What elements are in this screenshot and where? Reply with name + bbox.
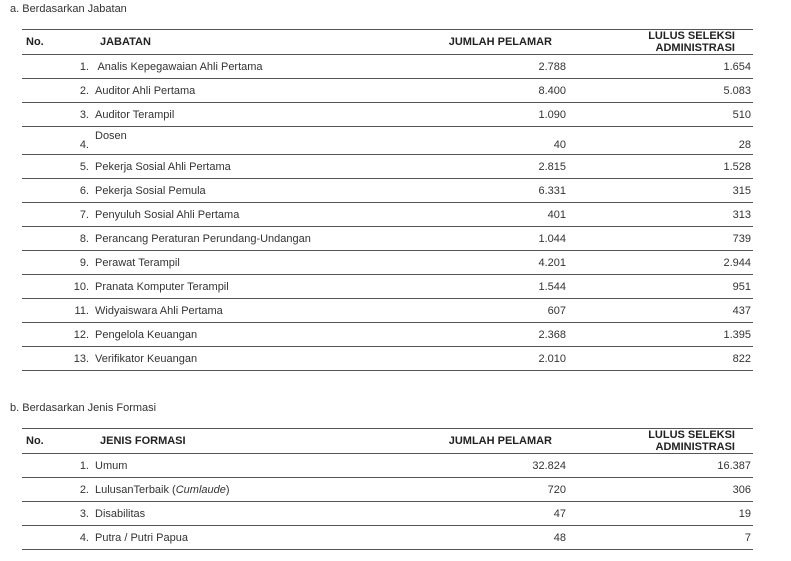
jumlah-pelamar-value: 720 bbox=[547, 483, 566, 496]
jumlah-pelamar-value: 47 bbox=[553, 507, 566, 520]
row-name: Verifikator Keuangan bbox=[95, 352, 198, 365]
row-number: 2. bbox=[79, 84, 89, 97]
row-name: Auditor Terampil bbox=[95, 108, 175, 121]
table-row bbox=[22, 103, 753, 127]
jumlah-pelamar-value: 607 bbox=[547, 304, 566, 317]
row-number: 12. bbox=[73, 328, 89, 341]
table-row bbox=[22, 347, 753, 371]
row-name: Penyuluh Sosial Ahli Pertama bbox=[95, 208, 240, 221]
table-row bbox=[22, 227, 753, 251]
row-name: Pengelola Keuangan bbox=[95, 328, 198, 341]
row-number: 4. bbox=[79, 139, 89, 151]
row-number: 3. bbox=[79, 507, 89, 520]
row-name: Analis Kepegawaian Ahli Pertama bbox=[95, 60, 263, 73]
row-name bbox=[95, 478, 423, 502]
lulus-seleksi-value: 16.387 bbox=[717, 459, 751, 472]
lulus-seleksi-value: 19 bbox=[738, 507, 751, 520]
jumlah-pelamar-value: 1.090 bbox=[538, 108, 566, 121]
table-row bbox=[22, 299, 753, 323]
lulus-seleksi-value: 315 bbox=[732, 184, 751, 197]
jumlah-pelamar-value: 2.788 bbox=[538, 60, 566, 73]
row-number: 1. bbox=[79, 60, 89, 73]
table-row bbox=[22, 55, 753, 79]
jumlah-pelamar-value: 2.368 bbox=[538, 328, 566, 341]
row-number: 6. bbox=[79, 184, 89, 197]
jumlah-pelamar-value: 8.400 bbox=[538, 84, 566, 97]
table-row bbox=[22, 454, 753, 478]
row-name: Putra / Putri Papua bbox=[95, 531, 188, 544]
lulus-seleksi-value: 7 bbox=[744, 531, 751, 544]
table-row bbox=[22, 179, 753, 203]
lulus-seleksi-value: 2.944 bbox=[723, 256, 751, 269]
row-name: Pranata Komputer Terampil bbox=[95, 280, 229, 293]
header-jabatan: JABATAN bbox=[100, 36, 151, 48]
row-number: 3. bbox=[79, 108, 89, 121]
section-a-title: a. Berdasarkan Jabatan bbox=[10, 3, 127, 15]
row-number: 4. bbox=[79, 531, 89, 544]
lulus-seleksi-value: 1.395 bbox=[723, 328, 751, 341]
jumlah-pelamar-value: 40 bbox=[553, 139, 566, 151]
row-name-italic: Cumlaude bbox=[175, 483, 226, 496]
jumlah-pelamar-value: 1.544 bbox=[538, 280, 566, 293]
lulus-seleksi-value: 306 bbox=[732, 483, 751, 496]
header-jumlah-pelamar: JUMLAH PELAMAR bbox=[448, 36, 552, 48]
header-jenis-formasi: JENIS FORMASI bbox=[100, 435, 186, 447]
header-no: No. bbox=[26, 435, 44, 447]
row-number: 9. bbox=[79, 256, 89, 269]
row-name: Pekerja Sosial Ahli Pertama bbox=[95, 160, 231, 173]
header-no: No. bbox=[26, 36, 44, 48]
row-number: 10. bbox=[73, 280, 89, 293]
row-number: 13. bbox=[73, 352, 89, 365]
table-row bbox=[22, 478, 753, 502]
row-number: 8. bbox=[79, 232, 89, 245]
row-name-suffix: ) bbox=[225, 483, 230, 496]
row-number: 5. bbox=[79, 160, 89, 173]
section-b-title: b. Berdasarkan Jenis Formasi bbox=[10, 402, 157, 414]
row-name: Perawat Terampil bbox=[95, 256, 180, 269]
jumlah-pelamar-value: 2.010 bbox=[538, 352, 566, 365]
row-number: 7. bbox=[79, 208, 89, 221]
lulus-seleksi-value: 437 bbox=[732, 304, 751, 317]
header-lulus-seleksi: LULUS SELEKSI ADMINISTRASI bbox=[648, 429, 735, 453]
table-row bbox=[22, 526, 753, 550]
table-row bbox=[22, 502, 753, 526]
lulus-seleksi-value: 28 bbox=[738, 139, 751, 151]
row-name: Pekerja Sosial Pemula bbox=[95, 184, 206, 197]
lulus-seleksi-value: 1.528 bbox=[723, 160, 751, 173]
row-number: 11. bbox=[74, 304, 89, 317]
jabatan-table bbox=[22, 29, 753, 371]
jumlah-pelamar-value: 1.044 bbox=[538, 232, 566, 245]
row-name: Dosen bbox=[95, 130, 127, 142]
table-row bbox=[22, 275, 753, 299]
table-row bbox=[22, 155, 753, 179]
table-header-row bbox=[22, 30, 753, 55]
lulus-seleksi-value: 951 bbox=[732, 280, 751, 293]
jumlah-pelamar-value: 4.201 bbox=[538, 256, 566, 269]
lulus-seleksi-value: 1.654 bbox=[723, 60, 751, 73]
jumlah-pelamar-value: 48 bbox=[553, 531, 566, 544]
jumlah-pelamar-value: 6.331 bbox=[538, 184, 566, 197]
jumlah-pelamar-value: 32.824 bbox=[532, 459, 566, 472]
formasi-table bbox=[22, 428, 753, 550]
lulus-seleksi-value: 5.083 bbox=[723, 84, 751, 97]
header-lulus-seleksi: LULUS SELEKSI ADMINISTRASI bbox=[648, 30, 735, 54]
jumlah-pelamar-value: 2.815 bbox=[538, 160, 566, 173]
row-number: 1. bbox=[79, 459, 89, 472]
table-header-row bbox=[22, 429, 753, 454]
row-number: 2. bbox=[79, 483, 89, 496]
lulus-seleksi-value: 822 bbox=[732, 352, 751, 365]
row-name: Disabilitas bbox=[95, 507, 146, 520]
table-row bbox=[22, 79, 753, 103]
table-row bbox=[22, 323, 753, 347]
header-jumlah-pelamar: JUMLAH PELAMAR bbox=[448, 435, 552, 447]
table-row bbox=[22, 203, 753, 227]
row-name: Widyaiswara Ahli Pertama bbox=[95, 304, 223, 317]
table-row bbox=[22, 127, 753, 155]
row-name-text: LulusanTerbaik ( bbox=[95, 483, 176, 496]
table-row bbox=[22, 251, 753, 275]
jumlah-pelamar-value: 401 bbox=[547, 208, 566, 221]
row-name: Umum bbox=[95, 459, 128, 472]
row-name: Perancang Peraturan Perundang-Undangan bbox=[95, 232, 311, 245]
lulus-seleksi-value: 313 bbox=[732, 208, 751, 221]
row-name: Auditor Ahli Pertama bbox=[95, 84, 196, 97]
lulus-seleksi-value: 739 bbox=[732, 232, 751, 245]
lulus-seleksi-value: 510 bbox=[732, 108, 751, 121]
